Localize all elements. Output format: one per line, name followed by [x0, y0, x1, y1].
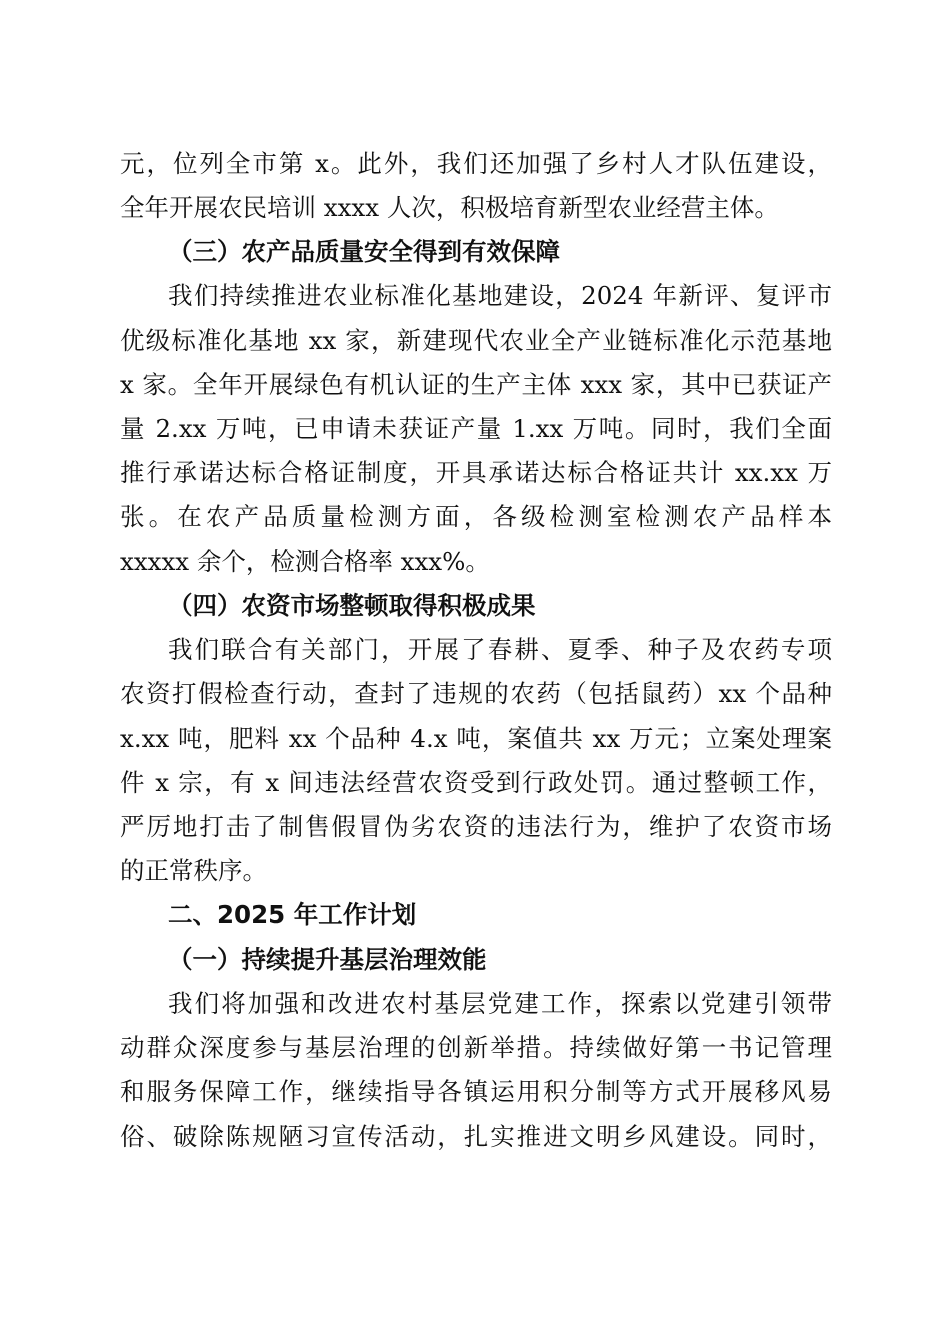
paragraph-first-line: 我们持续推进农业标准化基地建设，2024 年新评、复评市 [168, 281, 832, 310]
body-text-line: xxxxx 余个，检测合格率 xxx%。 [120, 547, 490, 576]
body-text-line: 量 2.xx 万吨，已申请未获证产量 1.xx 万吨。同时，我们全面 [120, 414, 832, 443]
body-text-line: 严厉地打击了制售假冒伪劣农资的违法行为，维护了农资市场 [120, 812, 832, 841]
body-text-line: 和服务保障工作，继续指导各镇运用积分制等方式开展移风易 [120, 1077, 832, 1106]
chapter-heading: 二、2025 年工作计划 [168, 900, 417, 929]
paragraph-first-line: 我们将加强和改进农村基层党建工作，探索以党建引领带 [168, 989, 832, 1018]
body-text-line: x 家。全年开展绿色有机认证的生产主体 xxx 家，其中已获证产 [120, 370, 832, 399]
body-text-line: 俗、破除陈规陋习宣传活动，扎实推进文明乡风建设。同时， [120, 1122, 832, 1151]
body-text-line: 的正常秩序。 [120, 856, 267, 885]
body-text-line: 推行承诺达标合格证制度，开具承诺达标合格证共计 xx.xx 万 [120, 458, 832, 487]
section-heading-3: （三）农产品质量安全得到有效保障 [168, 237, 560, 266]
body-text-line: 全年开展农民培训 xxxx 人次，积极培育新型农业经营主体。 [120, 193, 779, 222]
body-text-line: 优级标准化基地 xx 家，新建现代农业全产业链标准化示范基地 [120, 326, 832, 355]
body-text-line: 农资打假检查行动，查封了违规的农药（包括鼠药）xx 个品种 [120, 679, 832, 708]
section-heading-1: （一）持续提升基层治理效能 [168, 945, 487, 974]
body-text-line: 元，位列全市第 x。此外，我们还加强了乡村人才队伍建设， [120, 149, 832, 178]
body-text-line: 件 x 宗，有 x 间违法经营农资受到行政处罚。通过整顿工作， [120, 768, 832, 797]
paragraph-first-line: 我们联合有关部门，开展了春耕、夏季、种子及农药专项 [168, 635, 832, 664]
section-heading-4: （四）农资市场整顿取得积极成果 [168, 591, 536, 620]
body-text-line: x.xx 吨，肥料 xx 个品种 4.x 吨，案值共 xx 万元；立案处理案 [120, 724, 832, 753]
body-text-line: 张。在农产品质量检测方面，各级检测室检测农产品样本 [120, 502, 832, 531]
body-text-line: 动群众深度参与基层治理的创新举措。持续做好第一书记管理 [120, 1033, 832, 1062]
